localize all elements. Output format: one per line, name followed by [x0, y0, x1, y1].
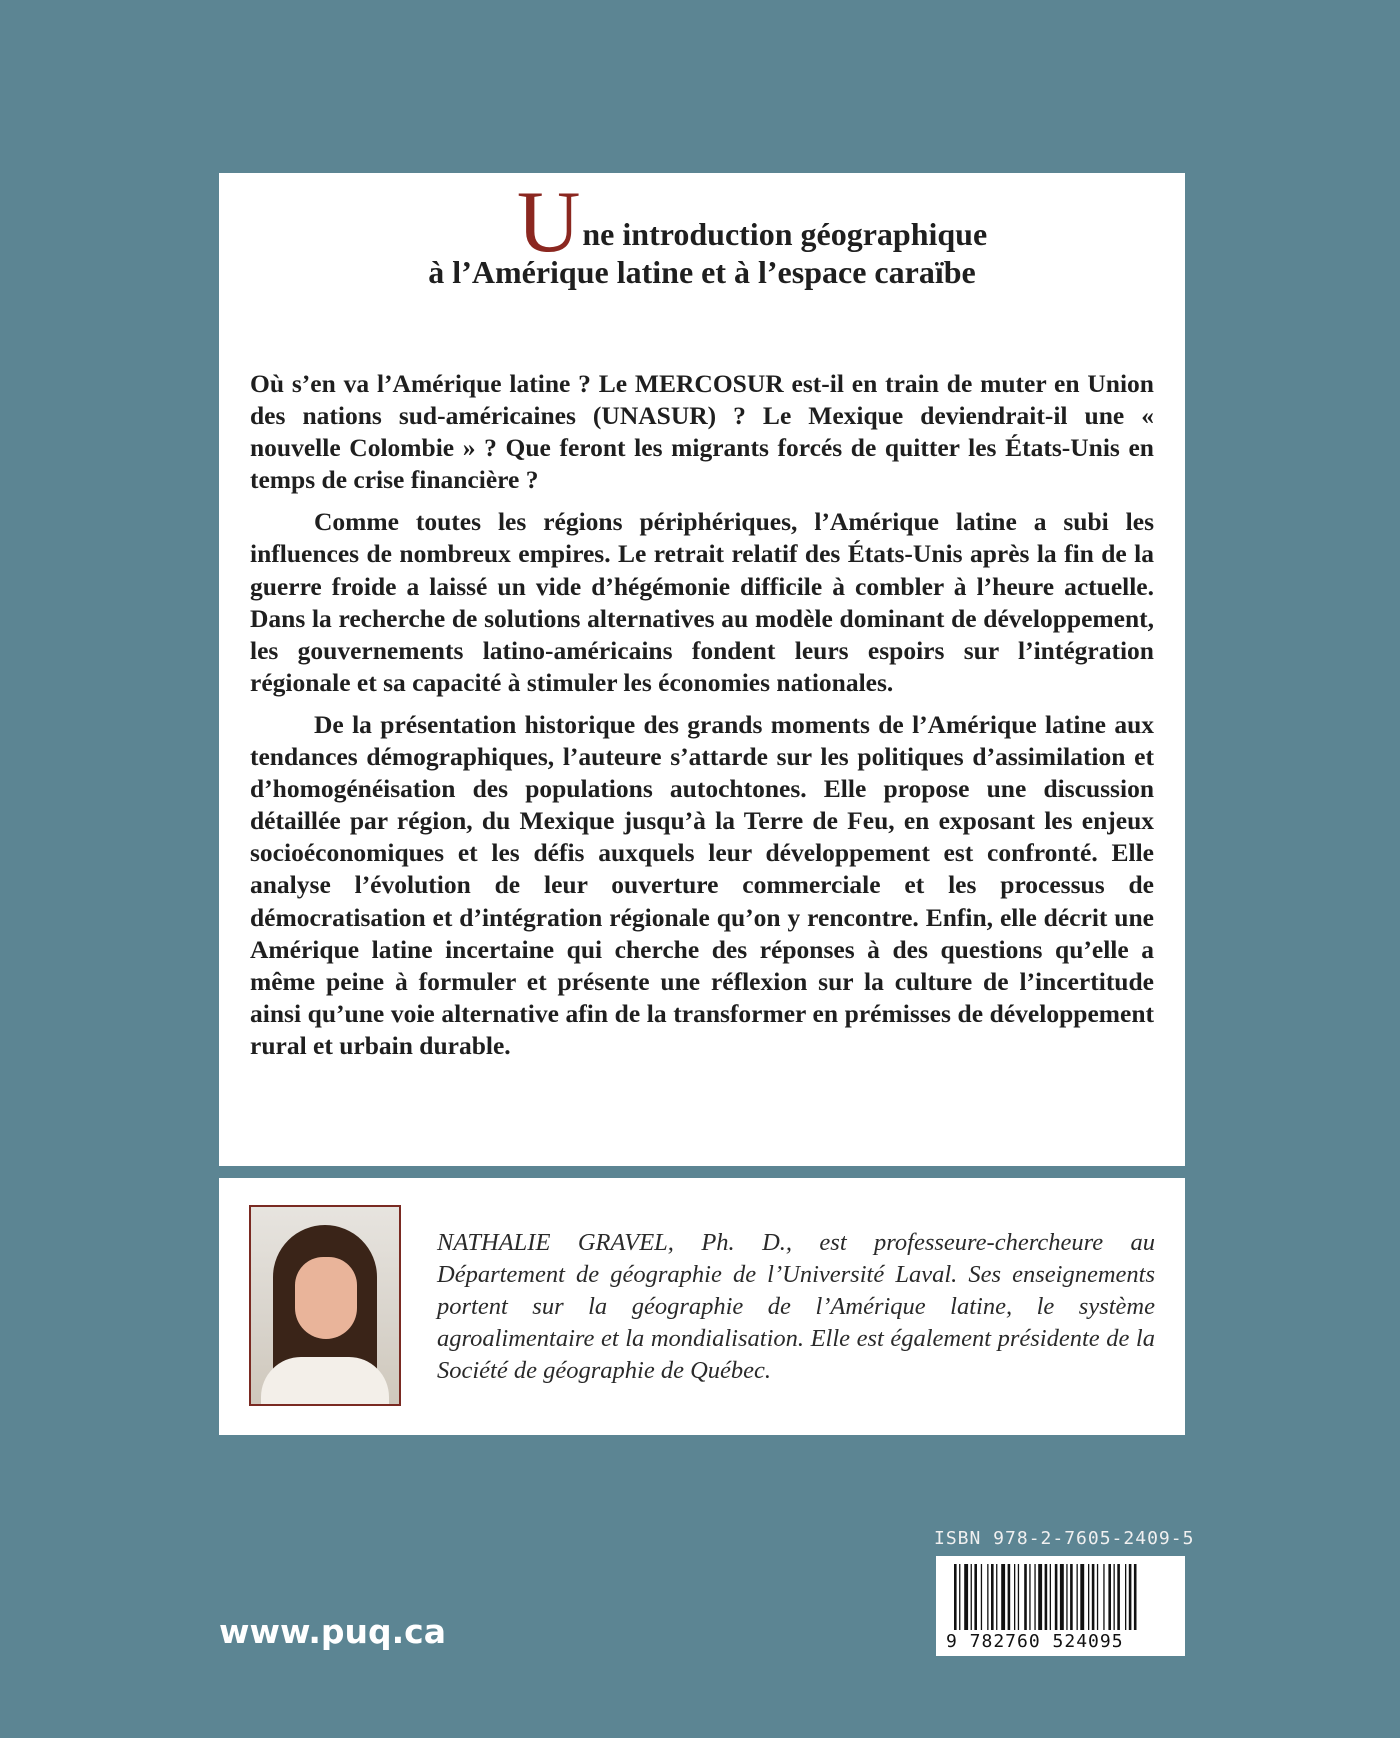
- barcode-bar: [1034, 1564, 1035, 1630]
- barcode-bar: [1092, 1564, 1095, 1630]
- photo-face: [295, 1257, 357, 1339]
- author-panel: [219, 1178, 1185, 1435]
- description-text: [250, 368, 1154, 1072]
- publisher-website: www.puq.ca: [219, 1612, 446, 1651]
- paragraph-2: Comme toutes les régions périphériques, l’Amérique latine a subi les influences de nombreux empires. Le retrait relatif des États-Unis après la fin de la guerre froide a laissé un vide d’hégémonie difficile à combler à l’heure actuelle. Dans la recherche de solutions alternatives au modèle dominant de développement, les gouvernements latino-américains fondent leurs espoirs sur l’intégration régionale et sa capacité à stimuler les économies nationales.: [250, 507, 1154, 697]
- barcode-bar: [1045, 1564, 1048, 1630]
- drop-cap: U: [516, 174, 581, 271]
- barcode-bar: [1038, 1564, 1042, 1630]
- barcode-bar: [1018, 1564, 1019, 1630]
- barcode-bar: [1014, 1564, 1015, 1630]
- heading-line-1-text: ne introduction géographique: [582, 216, 988, 252]
- barcode-bar: [1103, 1564, 1104, 1630]
- barcode-bar: [954, 1564, 957, 1630]
- barcode-bar: [1055, 1564, 1058, 1630]
- barcode-digits: 9 782760 524095: [946, 1631, 1124, 1652]
- barcode-bar: [971, 1564, 972, 1630]
- barcode-bar: [1108, 1564, 1111, 1630]
- barcode-bar: [1066, 1564, 1067, 1630]
- barcode-bars: [954, 1564, 1174, 1630]
- isbn-label: ISBN 978-2-7605-2409-5: [934, 1528, 1195, 1549]
- author-photo: [249, 1205, 401, 1406]
- book-heading: [219, 174, 1185, 291]
- barcode-bar: [1070, 1564, 1073, 1630]
- barcode-bar: [1114, 1564, 1115, 1630]
- barcode-bar: [1088, 1564, 1089, 1630]
- barcode-bar: [1001, 1564, 1005, 1630]
- barcode: [936, 1556, 1185, 1656]
- barcode-bar: [1029, 1564, 1030, 1630]
- barcode-bar: [964, 1564, 968, 1630]
- barcode-bar: [1050, 1564, 1051, 1630]
- barcode-bar: [1117, 1564, 1120, 1630]
- barcode-bar: [987, 1564, 988, 1630]
- paragraph-1: Où s’en va l’Amérique latine ? Le MERCOSUR est-il en train de muter en Union des nations sud-américaines (UNASUR) ? Le Mexique deviendrait-il une « nouvelle Colombie » ? Que feront les migrants forcés de quitter les États-Unis en temps de crise financière ?: [250, 369, 1154, 495]
- description-panel: [219, 173, 1185, 1166]
- barcode-bar: [1097, 1564, 1098, 1630]
- barcode-bar: [1024, 1564, 1027, 1630]
- heading-line-1: [219, 174, 1185, 271]
- barcode-bar: [959, 1564, 960, 1630]
- heading-line-2: à l’Amérique latine et à l’espace caraïbe: [428, 254, 976, 290]
- barcode-bar: [1008, 1564, 1011, 1630]
- paragraph-3: De la présentation historique des grands moments de l’Amérique latine aux tendances démographiques, l’auteure s’attarde sur les politiques d’assimilation et d’homogénéisation des populations autochtones. Elle propose une discussion détaillée par région, du Mexique jusqu’à la Terre de Feu, en exposant les enjeux socioéconomiques et les défis auxquels leur développement est confronté. Elle analyse l’évolution de leur ouverture commerciale et les processus de démocratisation et d’intégration régionale qu’on y rencontre. Enfin, elle décrit une Amérique latine incertaine qui cherche des réponses à des questions qu’elle a même peine à formuler et présente une réflexion sur la culture de l’incertitude ainsi qu’une voie alternative afin de la transformer en prémisses de développement rural et urbain durable.: [250, 709, 1154, 1060]
- photo-shoulders: [261, 1357, 389, 1406]
- barcode-bar: [1129, 1564, 1132, 1630]
- barcode-bar: [1080, 1564, 1084, 1630]
- author-bio: NATHALIE GRAVEL, Ph. D., est professeure-chercheure au Département de géographie de l’Université Laval. Ses enseignements portent sur la géographie de l’Amérique latine, le système agroalimentaire et la mondialisation. Elle est également présidente de la Société de géographie de Québec.: [437, 1229, 1155, 1384]
- barcode-bar: [996, 1564, 997, 1630]
- barcode-bar: [1077, 1564, 1078, 1630]
- barcode-bar: [991, 1564, 994, 1630]
- barcode-bar: [1134, 1564, 1137, 1630]
- barcode-bar: [974, 1564, 977, 1630]
- barcode-bar: [981, 1564, 982, 1630]
- barcode-bar: [1060, 1564, 1064, 1630]
- barcode-bar: [1125, 1564, 1126, 1630]
